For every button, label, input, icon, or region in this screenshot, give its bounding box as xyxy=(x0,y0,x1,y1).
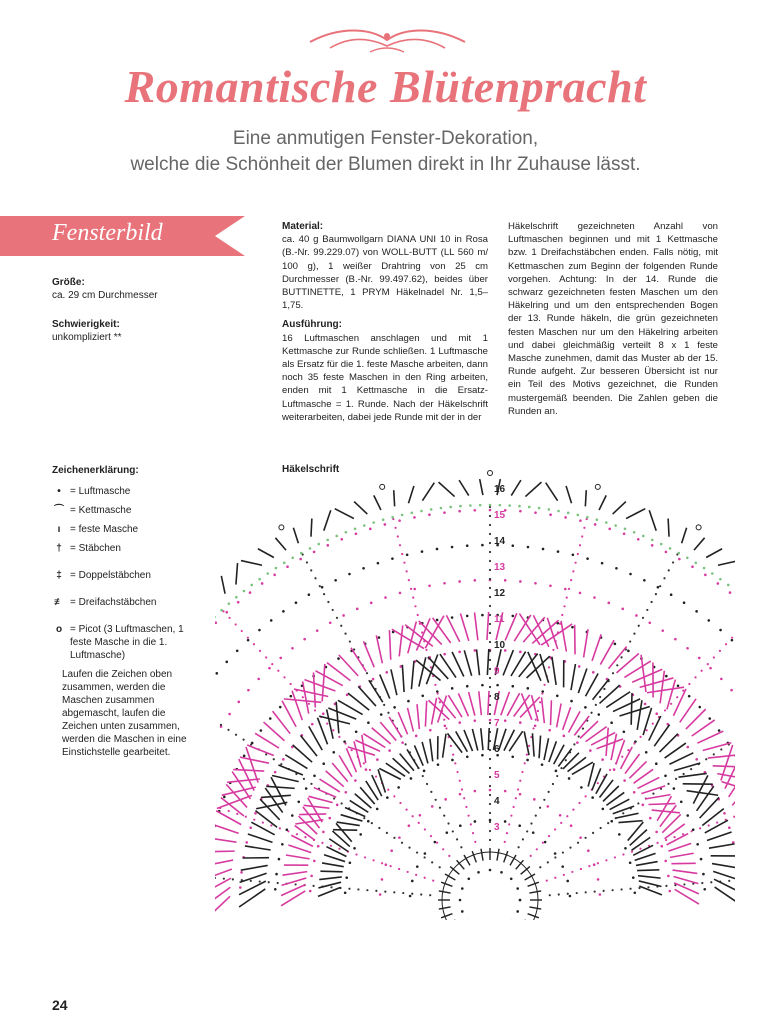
picot-icon: o xyxy=(55,624,63,635)
page-title: Romantische Blütenpracht xyxy=(124,61,647,112)
round-number: 6 xyxy=(494,744,500,755)
double-dagger-icon: ‡ xyxy=(56,570,62,581)
page-subtitle xyxy=(0,126,771,178)
banner-label: Fensterbild xyxy=(52,220,163,246)
round-number: 10 xyxy=(494,640,506,651)
legend-item xyxy=(52,569,202,582)
round-number: 11 xyxy=(494,614,505,625)
legend-item-label: = Dreifachstäbchen xyxy=(70,597,157,608)
instructions-label: Ausführung: xyxy=(282,319,342,331)
legend-item-label: = feste Masche xyxy=(70,524,139,535)
round-number: 14 xyxy=(494,536,506,547)
instructions-text-1: 16 Luftmaschen anschlagen und mit 1 Kettmasche zur Runde schließen. 1 Luftmasche als Ersatz für die 1. feste Masche arbeiten, dann noch 35 feste Maschen in den Ring arbeiten, enden mit 1 Kettmasche in die Ersatz-Luftmasche = 1. Runde. Nach der Häkelschrift weiterarbeiten, dabei jede Runde mit der in der xyxy=(282,332,488,423)
subtitle-line-2: welche die Schönheit der Blumen direkt in Ihr Zuhause lässt. xyxy=(130,154,641,175)
legend-item xyxy=(52,623,202,662)
page-number: 24 xyxy=(52,997,68,1013)
size-info xyxy=(52,276,158,302)
difficulty-label: Schwierigkeit: xyxy=(52,319,120,330)
legend-item-label: = Kettmasche xyxy=(70,505,132,516)
material-column xyxy=(282,220,488,424)
material-label: Material: xyxy=(282,221,324,232)
round-number: 9 xyxy=(494,666,500,677)
difficulty-value: unkompliziert ** xyxy=(52,332,122,343)
legend-item-label: = Stäbchen xyxy=(70,543,121,554)
legend-item-label: = Picot (3 Luftmaschen, 1 feste Masche in die 1. Luftmasche) xyxy=(70,624,184,661)
crochet-diagram xyxy=(215,450,735,920)
subtitle-line-1: Eine anmutigen Fenster-Dekoration, xyxy=(232,128,539,149)
material-text: ca. 40 g Baumwollgarn DIANA UNI 10 in Rosa (B.-Nr. 99.229.07) von WOLL-BUTT (LL 560 m/ 100 g), 1 weißer Drahtring von 25 cm Durchmesser (B.-Nr. 99.497.62), beides über BUTTINETTE, 1 PRYM Häkelnadel Nr. 1,5–1,75. xyxy=(282,234,488,312)
round-number: 4 xyxy=(494,796,500,807)
legend-item-label: = Luftmasche xyxy=(70,486,131,497)
size-label: Größe: xyxy=(52,277,85,288)
difficulty-info xyxy=(52,318,121,344)
round-number: 3 xyxy=(494,822,500,833)
legend-title: Zeichenerklärung: xyxy=(52,465,139,476)
round-number: 13 xyxy=(494,562,506,573)
legend-note: Laufen die Zeichen oben zusammen, werden die Maschen zusammen abgemascht, laufen die Zeichen unten zusammen, werden die Maschen in eine Einstichstelle gearbeitet. xyxy=(62,669,187,758)
round-number: 12 xyxy=(494,588,506,599)
instructions-column xyxy=(508,220,718,418)
legend xyxy=(52,464,202,759)
legend-item xyxy=(52,485,202,498)
round-number: 5 xyxy=(494,770,500,781)
legend-item-label: = Doppelstäbchen xyxy=(70,570,151,581)
round-number: 7 xyxy=(494,718,500,729)
size-value: ca. 29 cm Durchmesser xyxy=(52,290,158,301)
title-ornament xyxy=(300,22,475,56)
legend-item xyxy=(52,504,202,517)
dot-icon: • xyxy=(57,486,61,497)
round-number: 16 xyxy=(494,484,506,495)
arc-icon: ⌒ xyxy=(54,505,64,516)
legend-item xyxy=(52,523,202,536)
instructions-text-2: Häkelschrift gezeichneten Anzahl von Luftmaschen beginnen und mit 1 Kettmasche bzw. 1 Dreifachstäbchen enden. Falls nötig, mit Kettmaschen zum Beginn der folgenden Runde vorgehen. Achtung: In der 14. Runde die schwarz gezeichneten festen Maschen um den Häkelring und um den entsprechenden Bogen der 13. Runde häkeln, die grün gezeichneten festen Maschen nur um den Häkelring arbeiten und dabei gleichmäßig verteilt 8 x 1 feste Masche zunehmen, damit das Muster ab der 15. Runde aufgeht. Zur besseren Übersicht ist nur ein Teil des Motivs gezeichnet, die Runden mustergemäß beenden. Die Zahlen geben die Runden an. xyxy=(508,221,718,417)
round-number: 8 xyxy=(494,692,500,703)
round-number: 15 xyxy=(494,510,506,521)
legend-item xyxy=(52,596,202,609)
dagger-icon: † xyxy=(56,543,62,554)
legend-item xyxy=(52,542,202,555)
triple-dagger-icon: ≢ xyxy=(54,597,64,608)
bar-icon: ı xyxy=(57,524,61,535)
diagram-label: Häkelschrift xyxy=(282,464,340,475)
